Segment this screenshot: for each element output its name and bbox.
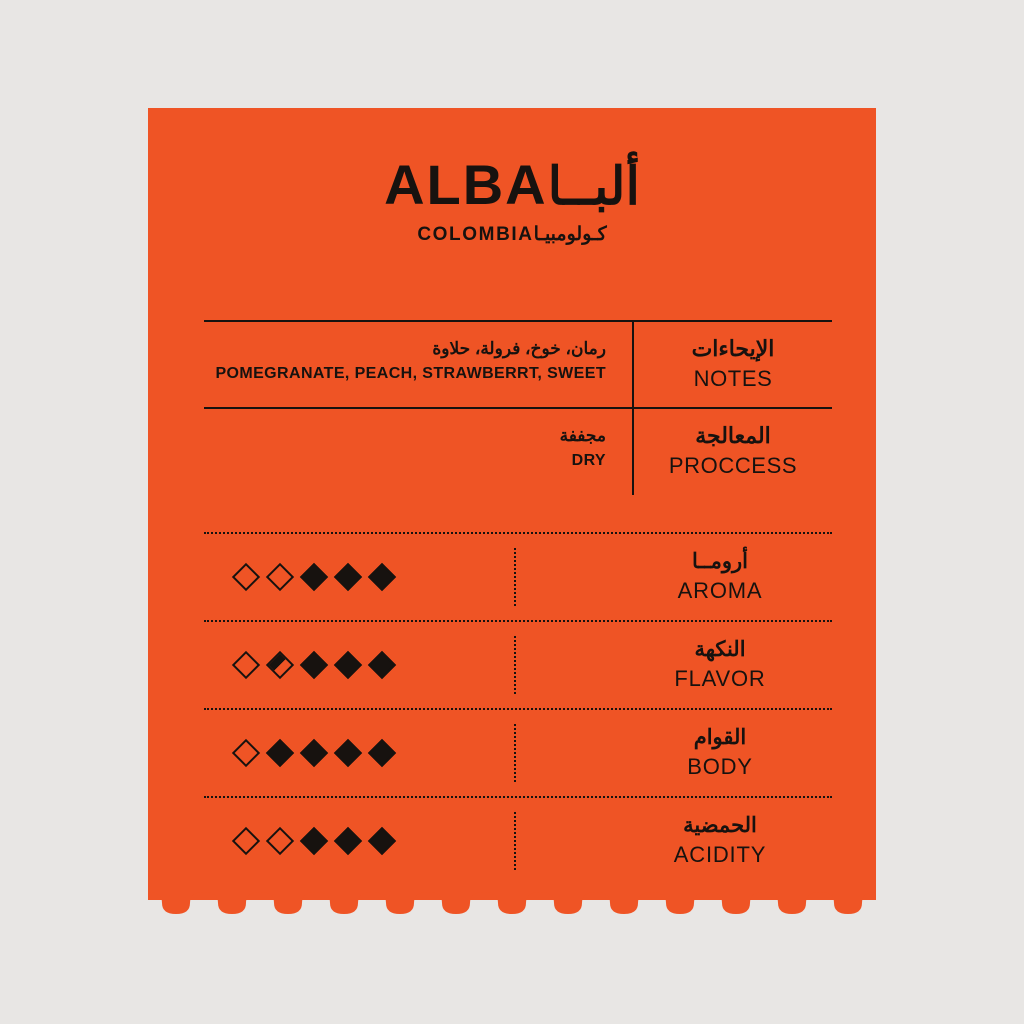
info-label-process-arabic: المعالجة <box>695 423 771 449</box>
info-value-notes <box>204 322 632 407</box>
info-value-process-latin: DRY <box>571 451 606 469</box>
info-label-notes-arabic: الإيحاءات <box>691 336 775 361</box>
info-label-process <box>632 409 832 494</box>
label-header <box>148 153 876 246</box>
info-value-notes-arabic: رمان، خوخ، فرولة، حلاوة <box>432 339 606 358</box>
rating-row-body <box>204 708 832 796</box>
rating-diamond-empty <box>232 651 260 679</box>
info-label-notes-latin: NOTES <box>693 365 773 391</box>
info-label-process-latin: PROCCESS <box>668 453 798 479</box>
rating-label-aroma-arabic: أرومــا <box>691 549 749 573</box>
rating-label-body-latin: BODY <box>687 754 753 780</box>
rating-diamond-full <box>368 827 396 855</box>
rating-diamond-full <box>368 563 396 591</box>
rating-diamond-full <box>368 739 396 767</box>
rating-diamond-full <box>300 827 328 855</box>
info-value-process <box>204 409 632 494</box>
rating-diamond-empty <box>232 563 260 591</box>
rating-divider-body <box>514 724 516 782</box>
rating-label-acidity <box>630 812 832 870</box>
rating-label-flavor-arabic: النكهة <box>694 637 746 661</box>
rating-diamonds-flavor <box>204 655 392 675</box>
rating-diamond-full <box>334 651 362 679</box>
rating-diamond-full <box>334 827 362 855</box>
rating-divider-acidity <box>514 812 516 870</box>
rating-label-flavor-latin: FLAVOR <box>674 666 766 692</box>
rating-diamond-full <box>300 739 328 767</box>
info-value-notes-latin: POMEGRANATE, PEACH, STRAWBERRT, SWEET <box>215 364 606 382</box>
rating-label-acidity-arabic: الحمضية <box>683 813 757 837</box>
rating-diamond-empty <box>266 827 294 855</box>
info-row-notes <box>204 320 832 407</box>
scalloped-edge <box>148 884 876 920</box>
rating-diamond-full <box>300 563 328 591</box>
coffee-label-card <box>148 108 876 900</box>
rating-row-flavor <box>204 620 832 708</box>
rating-diamond-half <box>266 651 294 679</box>
origin-subtitle <box>148 223 876 246</box>
rating-diamonds-aroma <box>204 567 392 587</box>
rating-diamonds-acidity <box>204 831 392 851</box>
info-label-notes <box>632 322 832 407</box>
ratings-table <box>204 532 832 884</box>
origin-subtitle-latin: COLOMBIA <box>417 223 534 245</box>
rating-divider-flavor <box>514 636 516 694</box>
rating-label-aroma-latin: AROMA <box>677 578 763 604</box>
rating-diamond-empty <box>232 827 260 855</box>
rating-divider-aroma <box>514 548 516 606</box>
rating-diamond-full <box>334 563 362 591</box>
rating-diamond-empty <box>232 739 260 767</box>
brand-title-latin: ALBA <box>384 153 548 216</box>
origin-subtitle-arabic: كـولومبيـا <box>533 223 607 245</box>
info-row-process <box>204 407 832 494</box>
rating-diamond-full <box>368 651 396 679</box>
rating-diamonds-body <box>204 743 392 763</box>
rating-label-body <box>630 724 832 782</box>
rating-row-acidity <box>204 796 832 884</box>
rating-diamond-full <box>266 739 294 767</box>
info-table <box>204 320 832 495</box>
brand-title <box>148 153 876 216</box>
rating-label-flavor <box>630 636 832 694</box>
rating-label-body-arabic: القوام <box>693 725 747 749</box>
rating-diamond-empty <box>266 563 294 591</box>
rating-label-acidity-latin: ACIDITY <box>673 842 767 868</box>
brand-title-arabic: ألبــا <box>547 158 640 216</box>
rating-row-aroma <box>204 532 832 620</box>
rating-diamond-full <box>300 651 328 679</box>
rating-label-aroma <box>630 548 832 606</box>
rating-diamond-full <box>334 739 362 767</box>
info-value-process-arabic: مجففة <box>559 426 606 446</box>
